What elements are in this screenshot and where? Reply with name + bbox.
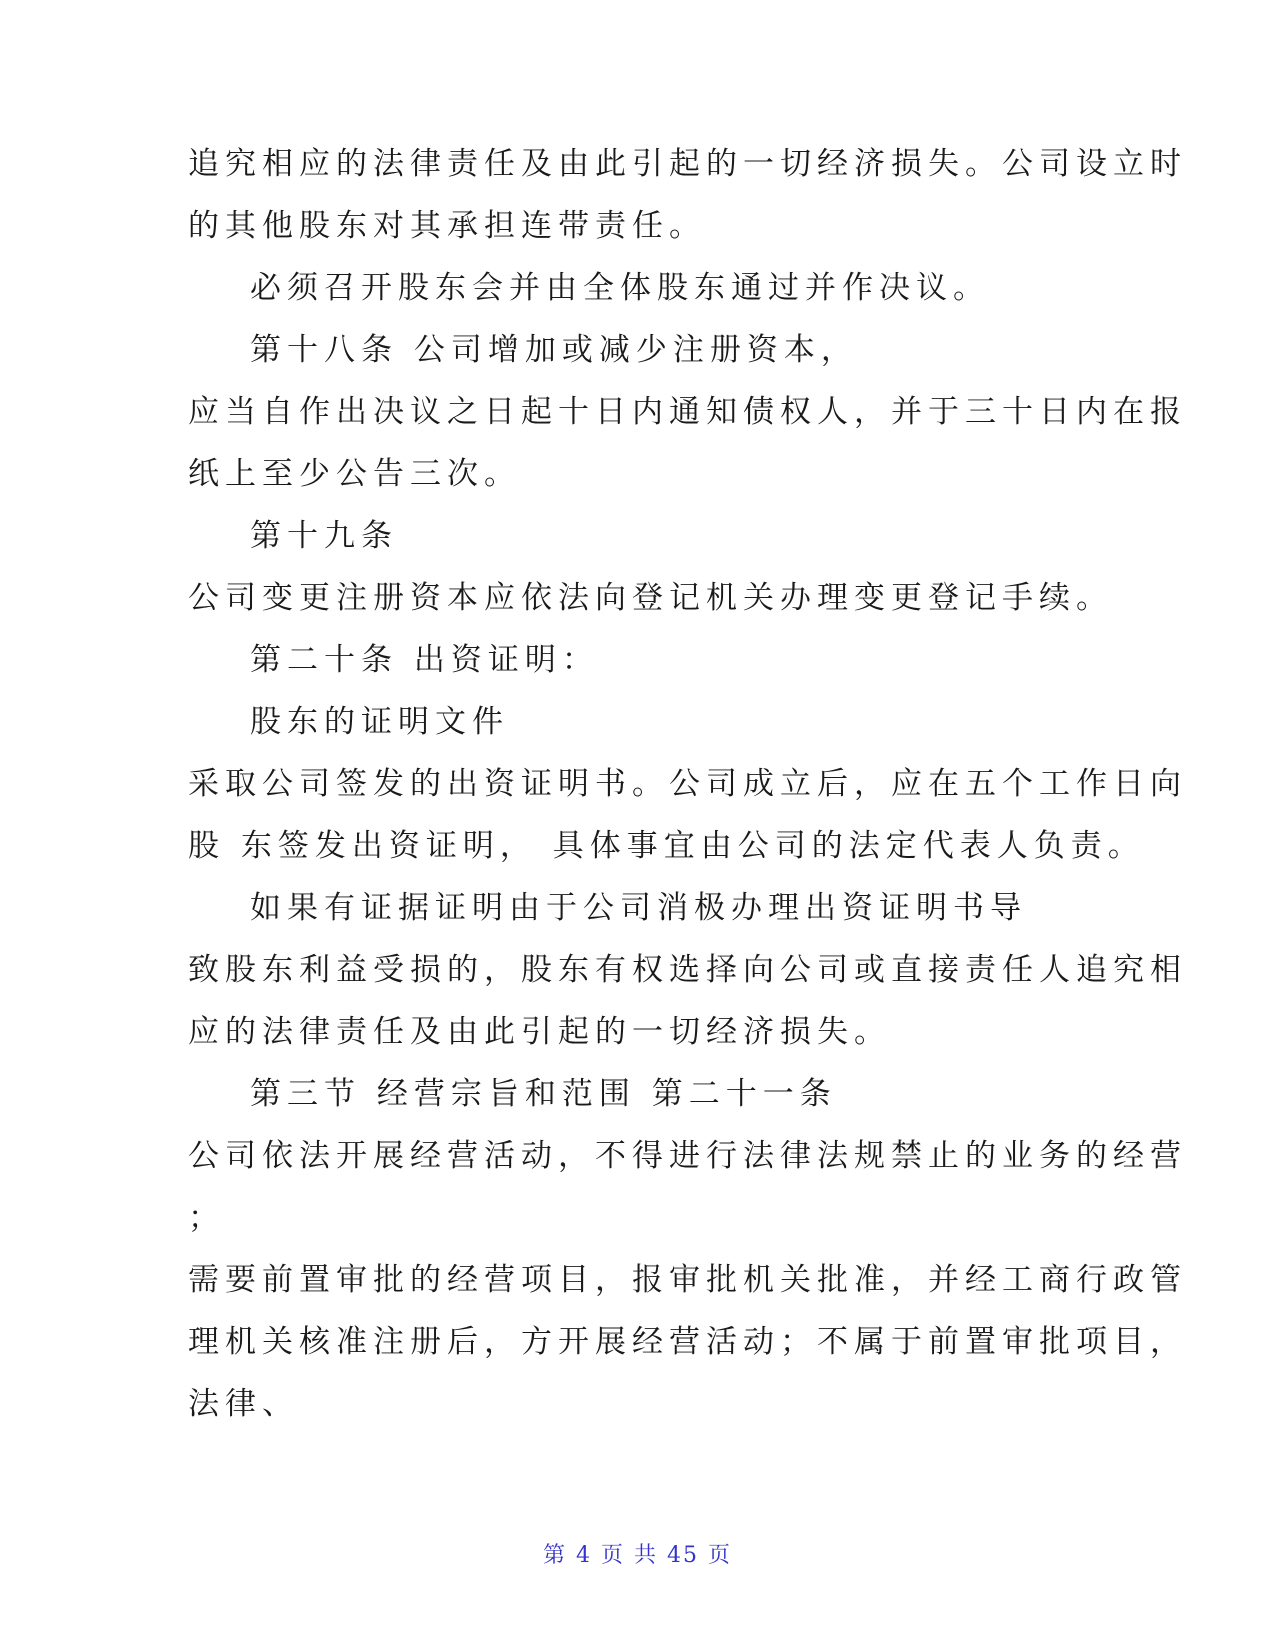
text-line: 如果有证据证明由于公司消极办理出资证明书导 — [250, 890, 1027, 926]
text-line: 第十八条 公司增加或减少注册资本， — [250, 332, 858, 368]
text-line: 公司变更注册资本应依法向登记机关办理变更登记手续。 — [188, 580, 1113, 616]
text-line: 理机关核准注册后，方开展经营活动；不属于前置审批项目， — [188, 1324, 1187, 1360]
text-line: 法律、 — [188, 1386, 299, 1422]
text-line: 应当自作出决议之日起十日内通知债权人，并于三十日内在报 — [188, 394, 1187, 430]
text-line: 纸上至少公告三次。 — [188, 456, 521, 492]
page-number-footer: 第 4 页 共 45 页 — [543, 1543, 732, 1568]
text-line: 需要前置审批的经营项目，报审批机关批准，并经工商行政管 — [188, 1262, 1187, 1298]
text-line: 致股东利益受损的，股东有权选择向公司或直接责任人追究相 — [188, 952, 1187, 988]
text-line: 应的法律责任及由此引起的一切经济损失。 — [188, 1014, 891, 1050]
text-line: 必须召开股东会并由全体股东通过并作决议。 — [250, 270, 990, 306]
text-line: 公司依法开展经营活动，不得进行法律法规禁止的业务的经营 — [188, 1138, 1187, 1174]
text-line: 第十九条 — [250, 518, 398, 554]
text-line: 的其他股东对其承担连带责任。 — [188, 208, 706, 244]
text-line: 股东的证明文件 — [250, 704, 509, 740]
text-line: 股 东签发出资证明， 具体事宜由公司的法定代表人负责。 — [188, 828, 1145, 864]
text-line: 追究相应的法律责任及由此引起的一切经济损失。公司设立时 — [188, 146, 1187, 182]
text-line: 第二十条 出资证明： — [250, 642, 599, 678]
text-line: ； — [188, 1200, 225, 1236]
text-line: 采取公司签发的出资证明书。公司成立后，应在五个工作日向 — [188, 766, 1187, 802]
text-line: 第三节 经营宗旨和范围 第二十一条 — [250, 1076, 837, 1112]
